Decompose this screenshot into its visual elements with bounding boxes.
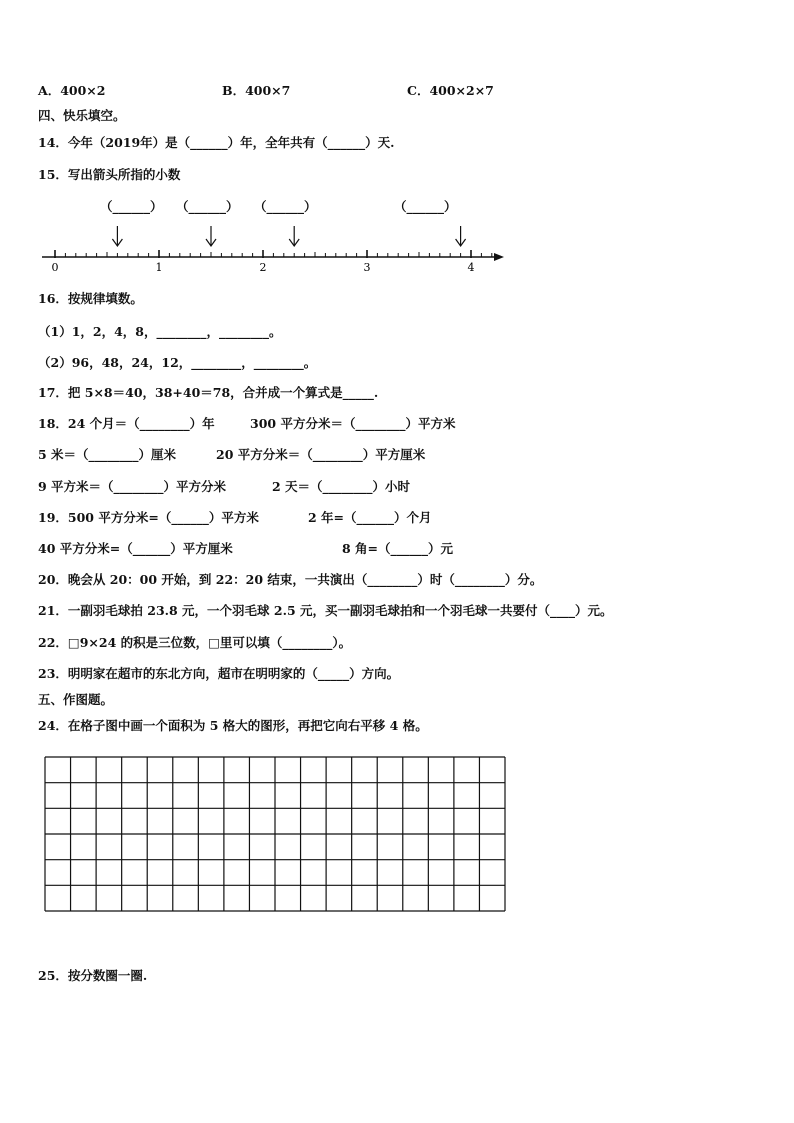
question-18-item-1: 18．24 个月＝（________）年	[38, 416, 215, 431]
question-24: 24．在格子图中画一个面积为 5 格大的图形，再把它向右平移 4 格。	[38, 718, 428, 733]
question-21: 21．一副羽毛球拍 23.8 元，一个羽毛球 2.5 元，买一副羽毛球拍和一个羽毛球一共要付（____）元。	[38, 603, 613, 618]
question-18-item-4: 20 平方分米＝（________）平方厘米	[216, 447, 426, 462]
number-line-label: 3	[363, 261, 371, 274]
question-19-item-3: 40 平方分米=（______）平方厘米	[38, 541, 233, 556]
option-c: C．400×2×7	[407, 83, 494, 98]
question-16-part-1: （1）1，2，4，8，________，________。	[38, 324, 282, 339]
question-23: 23．明明家在超市的东北方向，超市在明明家的（_____）方向。	[38, 666, 400, 681]
down-arrow-icon	[112, 226, 122, 246]
down-arrow-icon	[456, 226, 466, 246]
question-20: 20．晚会从 20：00 开始，到 22：20 结束，一共演出（________）时（________）分。	[38, 572, 543, 587]
question-16: 16．按规律填数。	[38, 291, 143, 306]
question-18-item-2: 300 平方分米＝（________）平方米	[250, 416, 456, 431]
question-19-item-1: 19．500 平方分米=（______）平方米	[38, 510, 259, 525]
question-19-item-4: 8 角=（______）元	[342, 541, 454, 556]
drawing-grid[interactable]	[44, 756, 506, 912]
section-4-heading: 四、快乐填空。	[38, 108, 126, 123]
option-a: A．400×2	[38, 83, 106, 98]
down-arrow-icon	[289, 226, 299, 246]
question-18-item-6: 2 天＝（________）小时	[272, 479, 411, 494]
number-line-blank-2: （______）	[176, 199, 239, 214]
question-16-part-2: （2）96，48，24，12，________，________。	[38, 355, 317, 370]
question-15: 15．写出箭头所指的小数	[38, 167, 181, 182]
question-19-item-2: 2 年=（______）个月	[308, 510, 432, 525]
question-14: 14．今年（2019年）是（______）年，全年共有（______）天.	[38, 135, 395, 150]
question-18-item-3: 5 米＝（________）厘米	[38, 447, 177, 462]
number-line-label: 1	[155, 261, 163, 274]
number-line-arrowhead	[494, 253, 504, 261]
number-line-label: 2	[259, 261, 267, 274]
number-line-blank-4: （______）	[394, 199, 457, 214]
number-line-label: 4	[467, 261, 475, 274]
question-17: 17．把 5×8＝40，38+40＝78，合并成一个算式是_____.	[38, 385, 379, 400]
section-5-heading: 五、作图题。	[38, 692, 114, 707]
down-arrow-icon	[206, 226, 216, 246]
number-line-blank-3: （______）	[254, 199, 317, 214]
question-18-item-5: 9 平方米＝（________）平方分米	[38, 479, 227, 494]
question-22: 22．□9×24 的积是三位数，□里可以填（________）。	[38, 635, 352, 650]
option-b: B．400×7	[222, 83, 291, 98]
question-25: 25．按分数圈一圈.	[38, 968, 148, 983]
number-line	[0, 0, 794, 280]
number-line-blank-1: （______）	[100, 199, 163, 214]
number-line-label: 0	[51, 261, 59, 274]
